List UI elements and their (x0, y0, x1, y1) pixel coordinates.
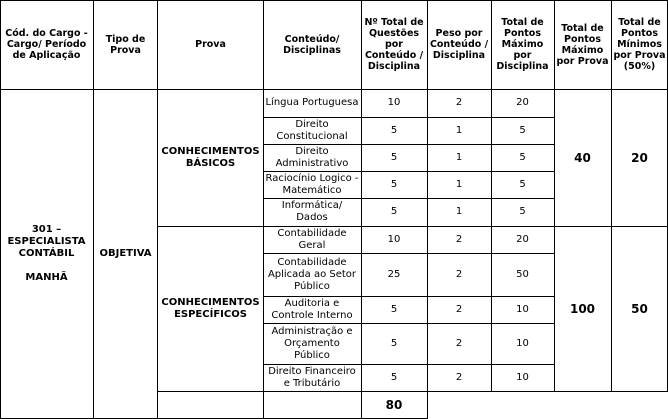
total-cell: 10 (516, 337, 529, 349)
peso-cell: 2 (455, 337, 463, 349)
total-cell: 5 (519, 124, 526, 136)
cargo-code: 301 – ESPECIALISTA CONTÁBIL (7, 224, 86, 259)
disciplina-cell: Direito Constitucional (276, 118, 348, 142)
grid-line (361, 0, 362, 419)
total-cell: 20 (516, 97, 529, 108)
total-cell: 5 (519, 206, 526, 217)
total-cell: 10 (516, 303, 529, 315)
disciplina-cell: Raciocínio Logico - Matemático (265, 172, 359, 196)
total-cell: 50 (516, 268, 529, 280)
header-cargo: Cód. do Cargo - Cargo/ Período de Aplicação (5, 28, 88, 61)
peso-cell: 1 (455, 151, 463, 163)
grid-line (263, 323, 554, 324)
grid-line (0, 0, 668, 1)
peso-cell: 1 (455, 178, 463, 190)
tipo-prova-cell: OBJETIVA (99, 248, 152, 259)
grid-line (263, 0, 264, 419)
grid-line (93, 0, 94, 419)
grid-line (491, 0, 492, 391)
peso-cell: 1 (455, 206, 463, 217)
min-basicos: 20 (631, 150, 648, 165)
disciplina-cell: Contabilidade Geral (277, 227, 347, 251)
questoes-cell: 10 (387, 233, 401, 245)
prova-group-especificos: CONHECIMENTOS ESPECÍFICOS (161, 296, 260, 320)
questoes-cell: 5 (390, 178, 398, 190)
grid-line (0, 0, 1, 419)
total-cell: 20 (516, 233, 529, 245)
total-max-especificos: 100 (569, 301, 596, 316)
questoes-cell: 5 (390, 206, 398, 217)
grid-line (157, 391, 668, 392)
header-total-pontos-prova: Total de Pontos Máximo por Prova (556, 22, 609, 67)
header-conteudo: Conteúdo/ Disciplinas (283, 33, 341, 56)
questoes-cell: 5 (390, 151, 398, 163)
disciplina-cell: Direito Financeiro e Tributário (268, 365, 356, 389)
peso-cell: 2 (455, 268, 463, 280)
header-num-questoes: Nº Total de Questões por Conteúdo / Disciplina (364, 17, 424, 72)
cargo-cell (0, 89, 93, 419)
disciplina-cell: Língua Portuguesa (265, 97, 359, 108)
questoes-cell: 5 (390, 124, 398, 136)
grid-line (0, 89, 668, 90)
total-cell: 10 (516, 371, 529, 383)
disciplina-cell: Contabilidade Aplicada ao Setor Público (267, 256, 357, 292)
header-total-pontos-disciplina: Total de Pontos Máximo por Disciplina (496, 17, 549, 72)
questoes-cell: 5 (390, 337, 398, 349)
peso-cell: 2 (455, 371, 463, 383)
grid-line (263, 253, 554, 254)
min-especificos: 50 (631, 301, 648, 316)
questoes-cell: 5 (390, 371, 398, 383)
header-tipo: Tipo de Prova (105, 33, 146, 56)
disciplina-cell: Administração e Orçamento Público (271, 325, 353, 361)
total-questoes: 80 (385, 398, 403, 412)
grid-line (554, 0, 555, 391)
disciplina-cell: Auditoria e Controle Interno (271, 297, 353, 321)
grid-line (263, 198, 554, 199)
total-max-basicos: 40 (574, 150, 591, 165)
peso-cell: 2 (455, 303, 463, 315)
grid-line (263, 144, 554, 145)
grid-line (263, 117, 554, 118)
grid-line (157, 0, 158, 419)
disciplina-cell: Direito Administrativo (275, 145, 349, 169)
peso-cell: 2 (455, 233, 463, 245)
grid-line (263, 171, 554, 172)
total-cell: 5 (519, 178, 526, 190)
questoes-cell: 5 (390, 303, 398, 315)
grid-line (157, 226, 668, 227)
grid-line (263, 364, 554, 365)
grid-line (611, 0, 612, 391)
peso-cell: 2 (455, 97, 463, 108)
prova-group-basicos: CONHECIMENTOS BÁSICOS (161, 145, 260, 169)
peso-cell: 1 (455, 124, 463, 136)
header-peso: Peso por Conteúdo / Disciplina (429, 28, 489, 61)
questoes-cell: 25 (387, 268, 401, 280)
grid-line (427, 0, 428, 419)
cargo-periodo: MANHÃ (25, 272, 68, 283)
disciplina-cell: Informática/ Dados (281, 200, 343, 223)
header-pontos-minimos: Total de Pontos Mínimos por Prova (50%) (613, 17, 666, 72)
header-prova: Prova (195, 39, 226, 50)
questoes-cell: 10 (387, 97, 401, 108)
total-cell: 5 (519, 151, 526, 163)
grid-line (263, 296, 554, 297)
